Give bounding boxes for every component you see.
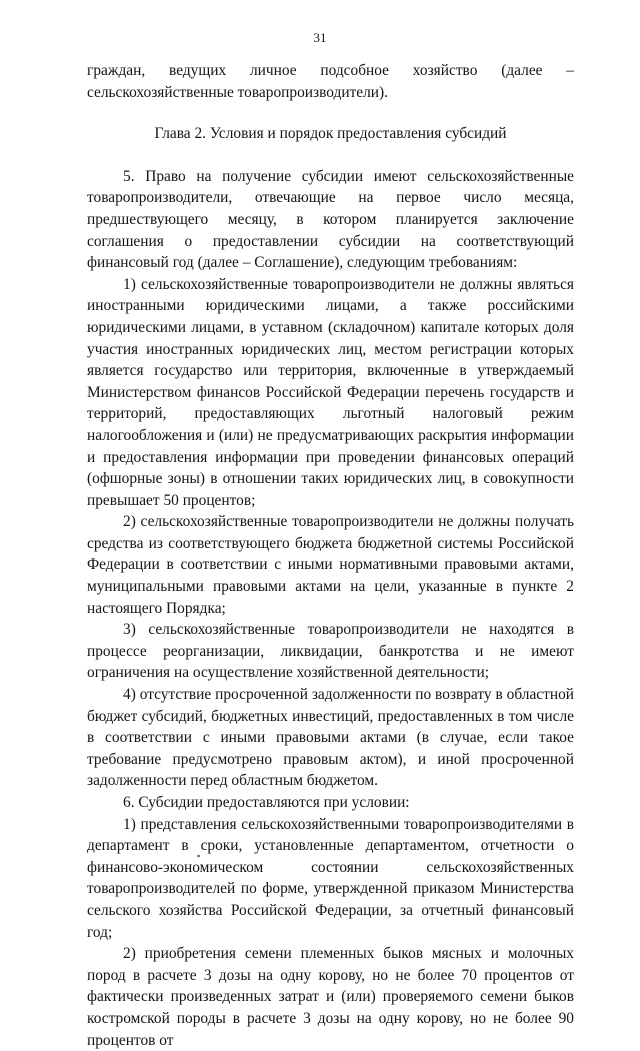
intro-paragraph: граждан, ведущих личное подсобное хозяйство (далее – сельскохозяйственные товаропроизводители). xyxy=(87,62,574,101)
paragraph-5: 5. Право на получение субсидии имеют сельскохозяйственные товаропроизводители, отвечающие на первое число месяца, предшествующего месяцу, в котором планируется заключение соглашения о предоставлении субсидии на соответствующий финансовый год (далее – Соглашение), следующим требованиям: xyxy=(87,167,574,272)
paragraph-6-item-1: 1) представления сельскохозяйственными товаропроизводителями в департамент в сроки, установленные департаментом, отчетности о финансово-экономическом состоянии сельскохозяйственных товаропроизводителей по форме, утвержденной приказом Министерства сельского хозяйства Российской Федерации, за отчетный финансовый год; xyxy=(87,815,574,941)
page-number: 31 xyxy=(313,30,327,45)
document-body xyxy=(87,60,574,1051)
paragraph-5-item-1: 1) сельскохозяйственные товаропроизводители не должны являться иностранными юридическими лицами, а также российскими юридическими лицами, в уставном (складочном) капитале которых доля участия иностранных юридических лиц, местом регистрации которых является государство или территория, включенные в утверждаемый Министерством финансов Российской Федерации перечень государств и территорий, предоставляющих льготный налоговый режим налогообложения и (или) не предусматривающих раскрытия информации и предоставления информации при проведении финансовых операций (офшорные зоны) в отношении таких юридических лиц, в совокупности превышает 50 процентов; xyxy=(87,275,574,509)
paragraph-5-item-3: 3) сельскохозяйственные товаропроизводители не находятся в процессе реорганизации, ликвидации, банкротства и не имеют ограничения на осуществление хозяйственной деятельности; xyxy=(87,621,574,682)
scan-speck xyxy=(197,855,200,857)
paragraph-6-item-2: 2) приобретения семени племенных быков мясных и молочных пород в расчете 3 дозы на одну корову, но не более 70 процентов от фактически произведенных затрат и (или) проверяемого семени быков костромской породы в расчете 3 дозы на одну корову, но не более 90 процентов от xyxy=(87,945,574,1049)
chapter-heading: Глава 2. Условия и порядок предоставления субсидий xyxy=(154,125,507,143)
paragraph-6: 6. Субсидии предоставляются при условии: xyxy=(123,794,410,811)
paragraph-5-item-2: 2) сельскохозяйственные товаропроизводители не должны получать средства из соответствующего бюджета бюджетной системы Российской Федерации в соответствии с иными нормативными правовыми актами, муниципальными правовыми актами на цели, указанные в пункте 2 настоящего Порядка; xyxy=(87,513,574,617)
paragraph-5-item-4: 4) отсутствие просроченной задолженности по возврату в областной бюджет субсидий, бюджетных инвестиций, предоставленных в том числе в соответствии с иными правовыми актами (в случае, если такое требование предусмотрено правовым актом), и иной просроченной задолженности перед областным бюджетом. xyxy=(87,686,574,790)
